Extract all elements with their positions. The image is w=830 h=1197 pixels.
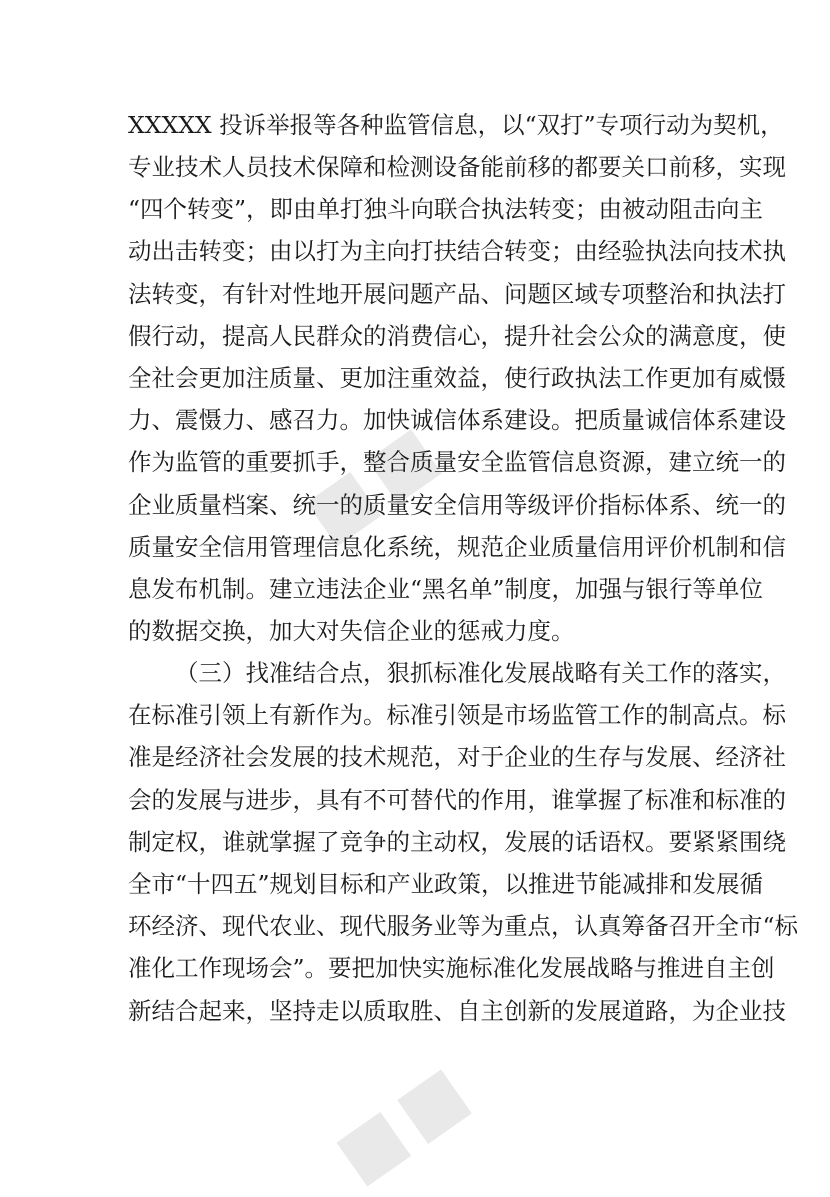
- text-line: 会的发展与进步，具有不可替代的作用，谁掌握了标准和标准的: [128, 786, 786, 814]
- text-line: 准是经济社会发展的技术规范，对于企业的生存与发展、经济社: [128, 743, 786, 771]
- text-line: 息发布机制。建立违法企业“黑名单”制度，加强与银行等单位: [128, 575, 764, 603]
- text-line: 环经济、现代农业、现代服务业等为重点，认真筹备召开全市“标: [128, 912, 799, 940]
- text-line: 全市“十四五”规划目标和产业政策，以推进节能减排和发展循: [128, 870, 764, 898]
- watermark: ■■: [289, 404, 459, 558]
- text-line: 制定权，谁就掌握了竞争的主动权，发展的话语权。要紧紧围绕: [128, 828, 786, 856]
- text-line: 质量安全信用管理信息化系统，规范企业质量信用评价机制和信: [128, 533, 786, 561]
- text-line: 在标准引领上有新作为。标准引领是市场监管工作的制高点。标: [128, 701, 786, 729]
- text-line: 动出击转变；由以打为主向打扶结合转变；由经验执法向技术执: [128, 237, 786, 265]
- text-line: 企业质量档案、统一的质量安全信用等级评价指标体系、统一的: [128, 491, 786, 519]
- text-line: 准化工作现场会”。要把加快实施标准化发展战略与推进自主创: [128, 954, 775, 982]
- text-line: 新结合起来，坚持走以质取胜、自主创新的发展道路，为企业技: [128, 997, 786, 1025]
- text-line: 作为监管的重要抓手，整合质量安全监管信息资源，建立统一的: [128, 448, 786, 476]
- text-line: XXXXX 投诉举报等各种监管信息，以“双打”专项行动为契机，: [128, 111, 784, 139]
- text-line: 力、震慑力、感召力。加快诚信体系建设。把质量诚信体系建设: [128, 406, 786, 434]
- text-line: 专业技术人员技术保障和检测设备能前移的都要关口前移，实现: [128, 153, 786, 181]
- text-line: （三）找准结合点，狠抓标准化发展战略有关工作的落实，: [175, 659, 786, 687]
- text-line: “四个转变”，即由单打独斗向联合执法转变；由被动阻击向主: [128, 195, 764, 223]
- text-line: 法转变，有针对性地开展问题产品、问题区域专项整治和执法打: [128, 280, 786, 308]
- text-line: 全社会更加注质量、更加注重效益，使行政执法工作更加有威慑: [128, 364, 786, 392]
- text-line: 假行动，提高人民群众的消费信心，提升社会公众的满意度，使: [128, 322, 786, 350]
- text-line: 的数据交换，加大对失信企业的惩戒力度。: [128, 617, 575, 645]
- watermark: ■■: [319, 1044, 489, 1197]
